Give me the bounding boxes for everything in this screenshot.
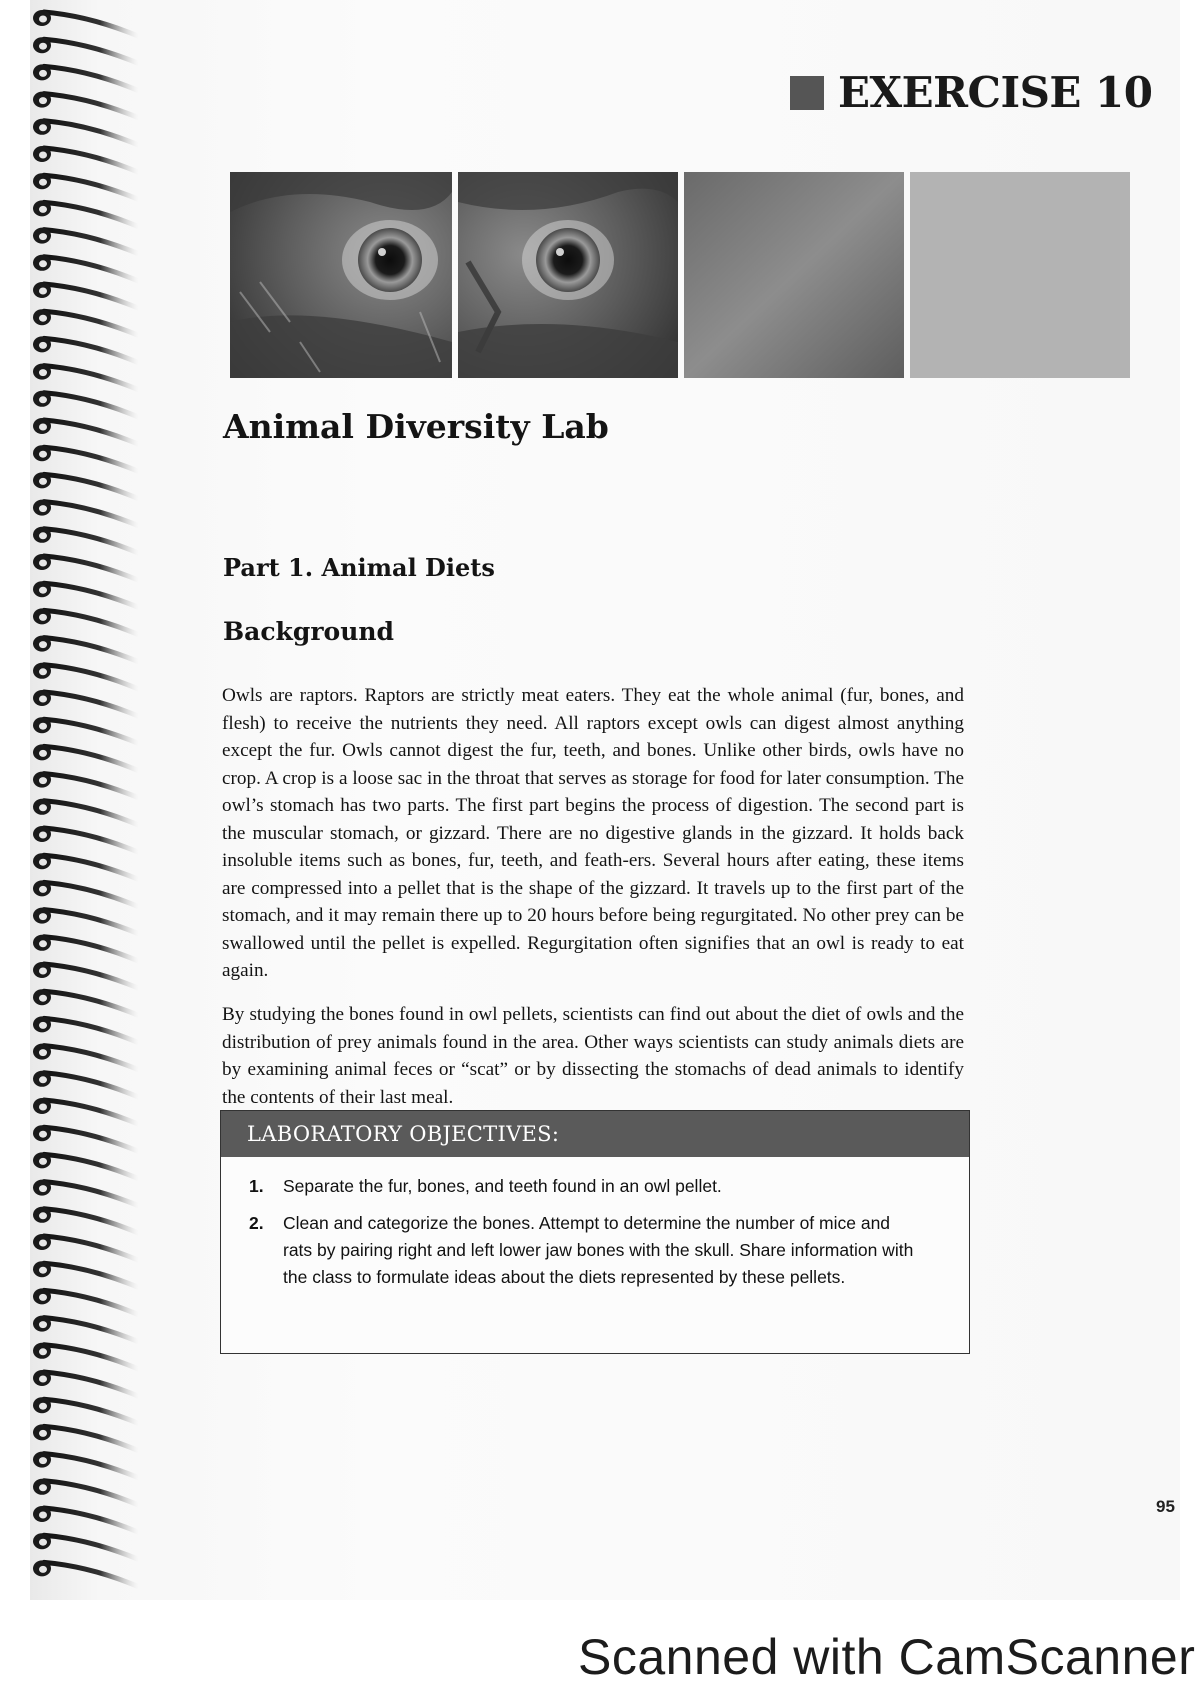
spiral-coil [33,1397,138,1423]
spiral-coil [33,1288,138,1314]
spiral-coil [33,636,138,662]
exercise-label: EXERCISE 10 [838,68,1153,117]
spiral-coil [33,200,138,226]
objective-text: Clean and categorize the bones. Attempt to determine the number of mice and rats by pairing right and left lower jaw bones with the skull. Share information with the class to formulate ideas about the diets represented by these pellets. [283,1213,914,1287]
header-photo-strip [230,172,1130,378]
objective-item [221,1173,923,1200]
spiral-coil [33,1424,138,1450]
spiral-coil [33,336,138,362]
spiral-coil [33,799,138,825]
spiral-coil [33,1234,138,1260]
spiral-coil [33,282,138,308]
spiral-coil [33,92,138,118]
spiral-coil [33,500,138,526]
spiral-coil [33,445,138,471]
spiral-coil [33,1044,138,1070]
objectives-box [220,1110,970,1354]
background-paragraph-1: Owls are raptors. Raptors are strictly meat eaters. They eat the whole animal (fur, bones, and flesh) to receive the nutrients they need. All raptors except owls can digest almost anything except the fur. Owls cannot digest the fur, teeth, and bones. Unlike other birds, owls have no crop. A crop is a loose sac in the throat that serves as storage for food for later consumption. The owl’s stomach has two parts. The first part begins the process of digestion. The second part is the muscular stomach, or gizzard. There are no digestive glands in the gizzard. It holds back insoluble items such as bones, fur, teeth, and feath-ers. Several hours after eating, these items are compressed into a pellet that is the shape of the gizzard. It travels up to the first part of the stomach, and it may remain there up to 20 hours before being regurgitated. No other prey can be swallowed until the pellet is expelled. Regurgitation often signifies that an owl is ready to eat again. [222,685,964,982]
spiral-coil [33,146,138,172]
spiral-coil [33,1452,138,1478]
spiral-coil [33,1316,138,1342]
spiral-coil [33,1180,138,1206]
spiral-coil [33,37,138,63]
spiral-coil [33,1098,138,1124]
exercise-header [790,68,1153,117]
gray-gradient-panel [684,172,904,378]
spiral-coil [33,527,138,553]
spiral-coil [33,690,138,716]
square-bullet-icon [790,76,824,110]
spiral-coil [33,717,138,743]
objectives-heading: LABORATORY OBJECTIVES: [221,1111,969,1157]
spiral-coil [33,1533,138,1559]
spiral-coil [33,1479,138,1505]
part-title: Part 1. Animal Diets [223,553,495,582]
spiral-coil [33,472,138,498]
spiral-coil [33,1207,138,1233]
owl-right-eye-photo [458,172,678,378]
spiral-coil [33,309,138,335]
objective-number: 1. [249,1176,264,1196]
spiral-coil [33,1016,138,1042]
spiral-coil [33,255,138,281]
spiral-coil [33,880,138,906]
background-paragraph-2: By studying the bones found in owl pellets, scientists can find out about the diet of owls and the distribution of prey animals found in the area. Other ways scientists can study animals diets are by examining animal feces or “scat” or by dissecting the stomachs of dead animals to identify the contents of their last meal. [222,1004,964,1108]
light-gray-panel [910,172,1130,378]
spiral-coil [33,364,138,390]
spiral-coil [33,1125,138,1151]
spiral-coil [33,935,138,961]
spiral-coil [33,554,138,580]
spiral-coil [33,581,138,607]
spiral-coil [33,1261,138,1287]
spiral-coil [33,663,138,689]
spiral-coil [33,418,138,444]
spiral-coil [33,119,138,145]
camscanner-watermark: Scanned with CamScanner [578,1629,1196,1685]
spiral-coil [33,1506,138,1532]
spiral-coil [33,228,138,254]
spiral-coil [33,908,138,934]
document-title: Animal Diversity Lab [223,407,609,446]
spiral-coil [33,608,138,634]
spiral-coil [33,1071,138,1097]
owl-left-eye-photo [230,172,452,378]
spiral-coil [33,391,138,417]
spiral-coil [33,826,138,852]
spiral-coil [33,744,138,770]
spiral-coil [33,10,138,36]
spiral-coil [33,1152,138,1178]
document-page [30,0,1180,1600]
objective-item [221,1210,923,1291]
objectives-list [221,1173,969,1291]
spiral-coil [33,772,138,798]
spiral-coil [33,1560,138,1586]
page-number: 95 [1156,1497,1175,1516]
spiral-coil [33,173,138,199]
spiral-coil [33,962,138,988]
spiral-coil [33,853,138,879]
spiral-binding-icon [30,0,170,1600]
objective-text: Separate the fur, bones, and teeth found in an owl pellet. [283,1176,722,1196]
spiral-coil [33,989,138,1015]
spiral-coil [33,64,138,90]
spiral-coil [33,1343,138,1369]
objective-number: 2. [249,1213,264,1233]
spiral-coil [33,1370,138,1396]
background-heading: Background [223,617,395,646]
